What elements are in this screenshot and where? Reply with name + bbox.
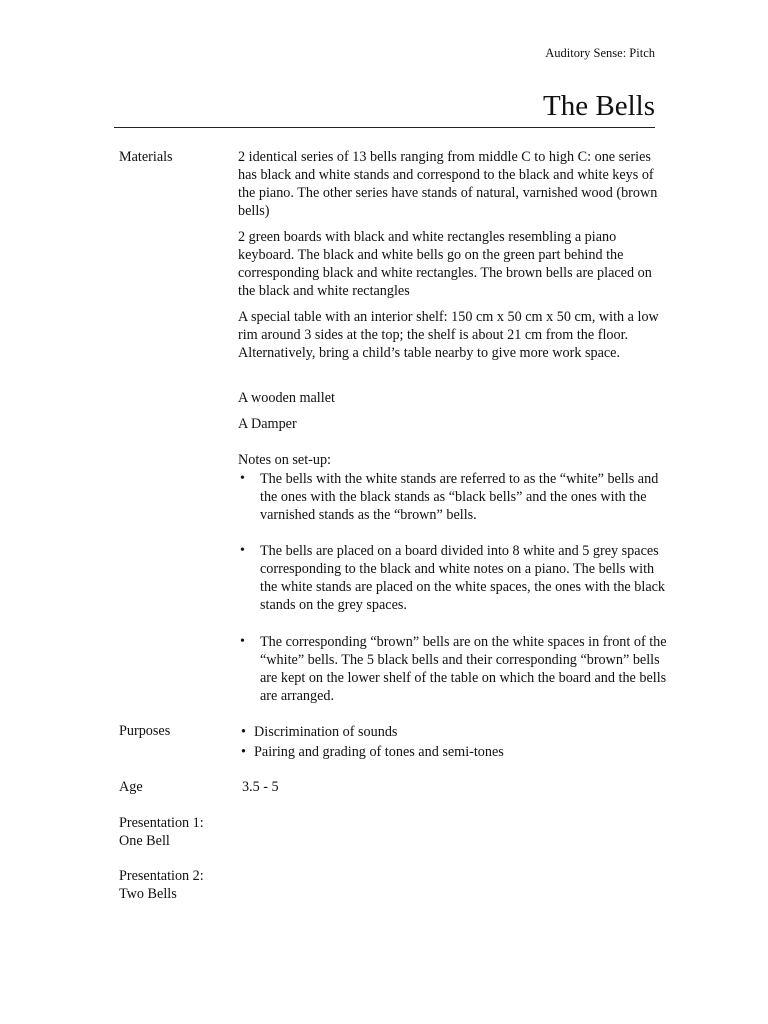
title-divider	[114, 127, 655, 128]
presentation-1-number: Presentation 1:	[119, 815, 204, 831]
materials-paragraph-1	[238, 148, 668, 220]
list-item	[241, 743, 504, 761]
bullet-icon: •	[241, 724, 246, 740]
notes-heading: Notes on set-up:	[238, 452, 331, 468]
bullet-icon: •	[241, 744, 246, 760]
materials-label: Materials	[119, 149, 173, 165]
materials-paragraph-3	[238, 308, 668, 362]
purposes-label: Purposes	[119, 723, 171, 739]
age-value: 3.5 - 5	[242, 779, 279, 795]
materials-paragraph-5	[238, 415, 668, 433]
materials-text: A Damper	[238, 416, 297, 432]
list-item	[241, 723, 397, 741]
bullet-icon: •	[240, 634, 245, 649]
list-item	[238, 542, 670, 614]
age-label: Age	[119, 779, 143, 795]
purpose-text: Pairing and grading of tones and semi-tones	[254, 744, 504, 760]
note-text: The bells with the white stands are referred to as the “white” bells and the ones with the black stands as “black bells” and the ones with the varnished stands as the “brown” bells.	[260, 471, 659, 523]
bullet-icon: •	[240, 471, 245, 486]
list-item	[238, 470, 670, 524]
materials-paragraph-2	[238, 228, 668, 300]
bullet-icon: •	[240, 543, 245, 558]
running-head: Auditory Sense: Pitch	[545, 46, 655, 60]
purpose-text: Discrimination of sounds	[254, 724, 398, 740]
materials-text: A wooden mallet	[238, 390, 335, 406]
list-item	[238, 633, 670, 705]
materials-text: 2 identical series of 13 bells ranging from middle C to high C: one series has black and white stands and correspond to the black and white keys of the piano. The other series have stands of natural, varnished wood (brown bells)	[238, 149, 658, 219]
presentation-2-name: Two Bells	[119, 886, 177, 902]
presentation-2-number: Presentation 2:	[119, 868, 204, 884]
materials-paragraph-4	[238, 389, 668, 407]
presentation-2-label	[119, 867, 204, 903]
notes-list	[238, 470, 670, 524]
materials-text: 2 green boards with black and white rectangles resembling a piano keyboard. The black and white bells go on the green part behind the corresponding black and white rectangles. The brown bells are placed on the black and white rectangles	[238, 229, 652, 299]
notes-list	[238, 542, 670, 614]
presentation-1-label	[119, 814, 204, 850]
presentation-1-name: One Bell	[119, 833, 170, 849]
note-text: The corresponding “brown” bells are on the white spaces in front of the “white” bells. The 5 black bells and their corresponding “brown” bells are kept on the lower shelf of the table on which the board and the bells are arranged.	[260, 634, 667, 704]
note-text: The bells are placed on a board divided into 8 white and 5 grey spaces corresponding to the black and white notes on a piano. The bells with the white stands are placed on the white spaces, the ones with the black stands on the grey spaces.	[260, 543, 666, 613]
notes-list	[238, 633, 670, 705]
materials-text: A special table with an interior shelf: 150 cm x 50 cm x 50 cm, with a low rim around 3 sides at the top; the shelf is about 21 cm from the floor. Alternatively, bring a child’s table nearby to give more work space.	[238, 309, 659, 361]
page-title: The Bells	[543, 90, 655, 122]
